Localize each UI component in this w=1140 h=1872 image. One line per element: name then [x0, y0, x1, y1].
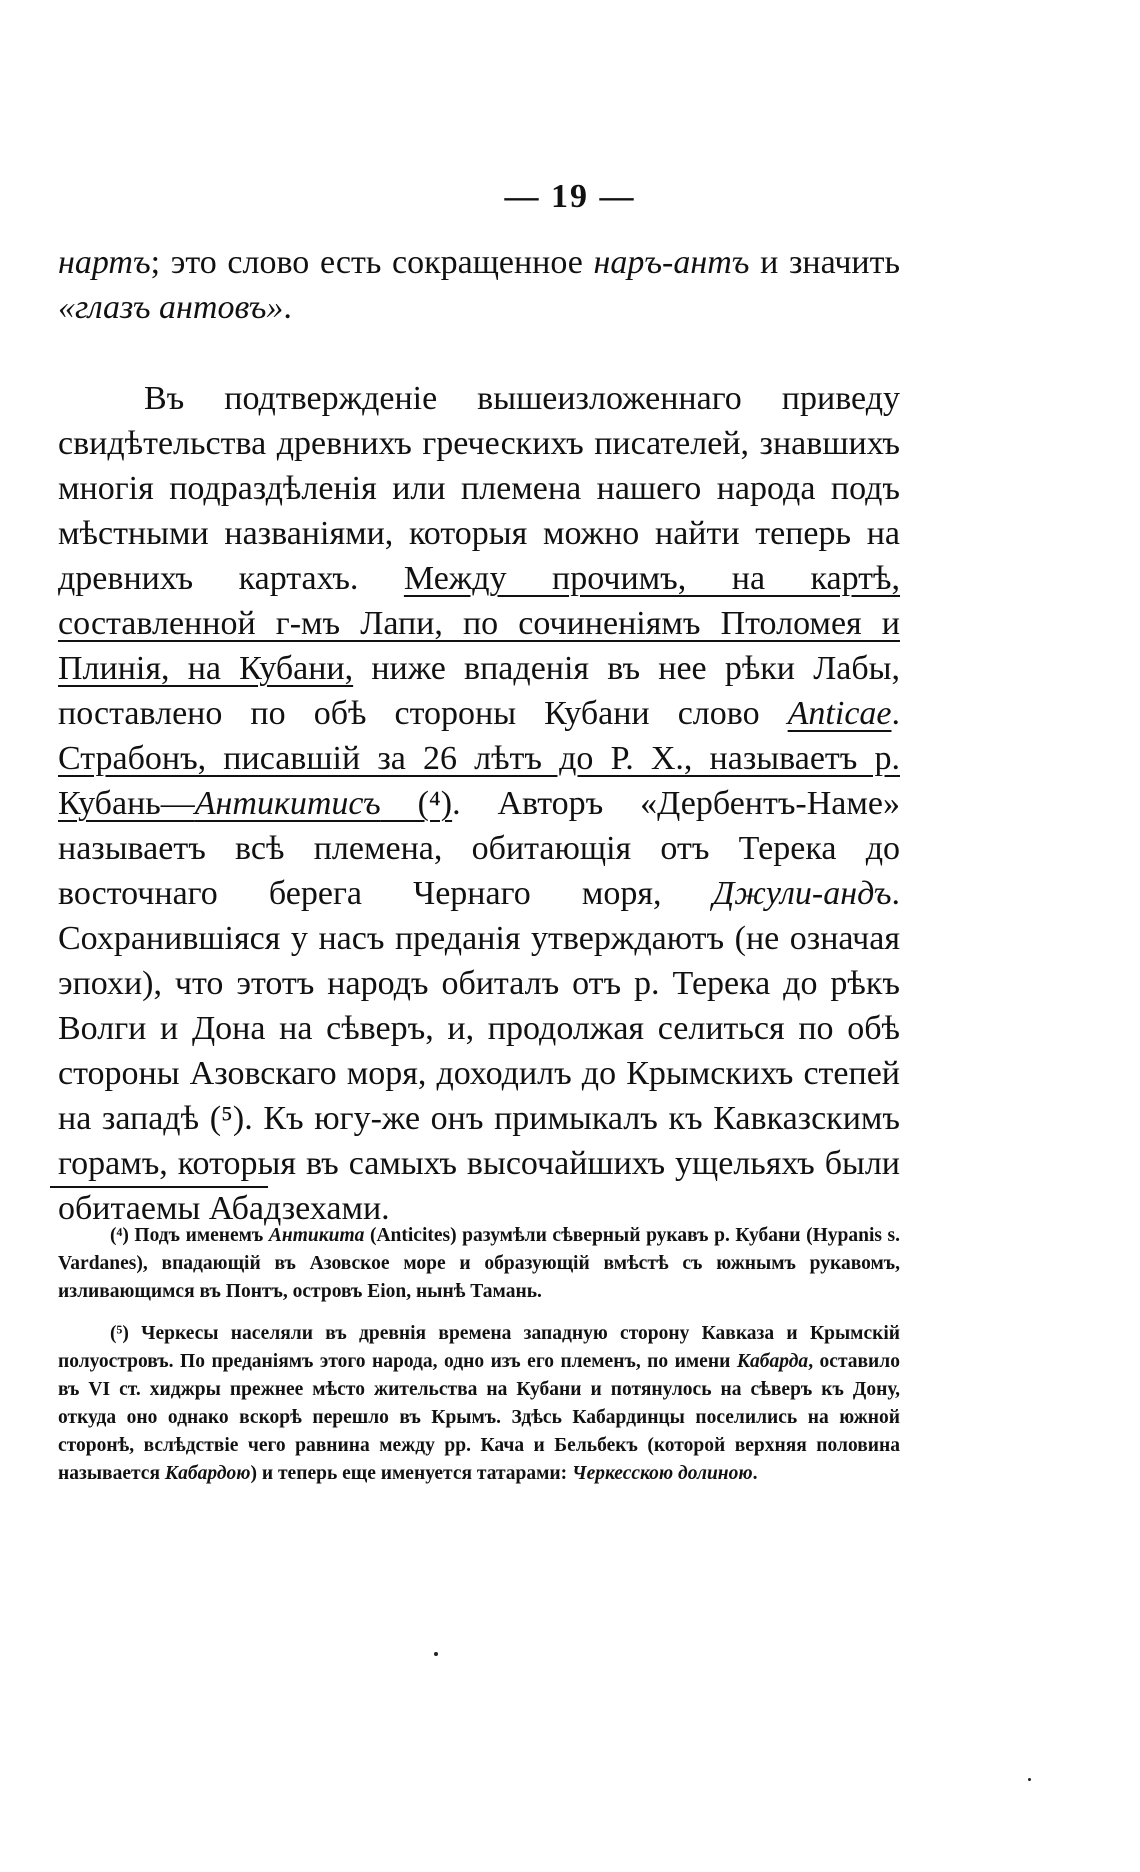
text-segment: .: [891, 695, 900, 732]
footnote-ref-4: (⁴): [380, 785, 453, 822]
word-nart: нартъ: [58, 244, 151, 281]
print-speck: [1028, 1778, 1031, 1781]
text-segment: Въ подтвержденіе вышеизложеннаго приведу свидѣтельства древнихъ греческихъ писателей, знавшихъ многія подраздѣленія или племена нашего народа подъ мѣстными названіями, которыя можно найти теперь на древнихъ картахъ.: [58, 380, 900, 597]
paragraph-1: [58, 240, 900, 330]
text-segment: .: [752, 1463, 758, 1484]
text-segment: . Авторъ «Дербентъ-Наме» называетъ всѣ племена, обитающія отъ Терека до восточнаго берега Чернаго моря,: [58, 785, 901, 912]
footnote-5: [58, 1320, 900, 1488]
text-segment: . Сохранившіяся у насъ преданія утверждаютъ (не означая эпохи), что этотъ народъ обиталъ отъ р. Терека до рѣкъ Волги и Дона на сѣверъ, и, продолжая селиться по обѣ стороны Азовскаго моря, доходилъ до Крымскихъ степей на западѣ (⁵). Къ югу-же онъ примыкалъ къ Кавказскимъ горамъ, которыя въ самыхъ высочайшихъ ущельяхъ были обитаемы Абадзехами.: [58, 875, 900, 1227]
word-anticae: Anticae: [787, 695, 892, 732]
word-dzhuli-and: Джули-андъ: [712, 875, 892, 912]
text-segment: ) и теперь еще именуется татарами:: [250, 1463, 573, 1484]
text-segment: ниже впаденія въ нее рѣки Лабы, поставлено по обѣ стороны Кубани слово: [58, 650, 900, 732]
footnote-divider: [50, 1186, 268, 1188]
underlined-passage: Страбонъ, писавшій за 26 лѣтъ до Р. Х., называетъ р. Кубань—: [58, 740, 900, 822]
word-cherkesskaya-dolina: Черкесскою долиною: [572, 1463, 753, 1484]
page-number: — 19 —: [504, 178, 636, 215]
word-kabarda: Кабарда: [736, 1351, 809, 1372]
underlined-passage: Между прочимъ, на картѣ, составленной г-мъ Лапи, по сочиненіямъ Птоломея и Плинія, на Кубани,: [58, 560, 901, 687]
word-kabardoyu: Кабардою: [164, 1463, 251, 1484]
main-text: [58, 240, 900, 1231]
footnote-4: [58, 1222, 900, 1306]
text-segment: ; это слово есть сокращенное: [150, 244, 594, 281]
text-segment: , оставило въ VI ст. хиджры прежнее мѣсто жительства на Кубани и потянулось на сѣверъ къ Дону, откуда оно однако вскорѣ перешло въ Крымъ. Здѣсь Кабардинцы поселились на южной сторонѣ, вслѣдствіе чего равнина между рр. Кача и Бельбекъ (которой верхняя половина называется: [58, 1351, 900, 1484]
text-segment: (Anticites) разумѣли сѣверный рукавъ р. Кубани (Hypanis s. Vardanes), впадающій въ Азовское море и образующій вмѣстѣ съ южнымъ рукавомъ, изливающимся въ Понтъ, островъ Eion, нынѣ Тамань.: [58, 1225, 900, 1302]
text-segment: и значить: [749, 244, 900, 281]
word-antikita: Антикита: [268, 1225, 365, 1246]
print-speck: [434, 1652, 438, 1656]
word-glaz-antov: «глазъ антовъ»: [58, 289, 284, 326]
word-antikitis: Антикитисъ: [194, 785, 381, 822]
text-segment: (⁵) Черкесы населяли въ древнія времена западную сторону Кавказа и Крымскій полуостровъ. По преданіямъ этого народа, одно изъ его племенъ, по имени: [58, 1323, 900, 1372]
paragraph-2: [58, 376, 900, 1231]
text-segment: (⁴) Подъ именемъ: [110, 1225, 269, 1246]
text-segment: .: [283, 289, 292, 326]
footnotes: [58, 1222, 900, 1502]
word-nar-ant: наръ-антъ: [593, 244, 750, 281]
